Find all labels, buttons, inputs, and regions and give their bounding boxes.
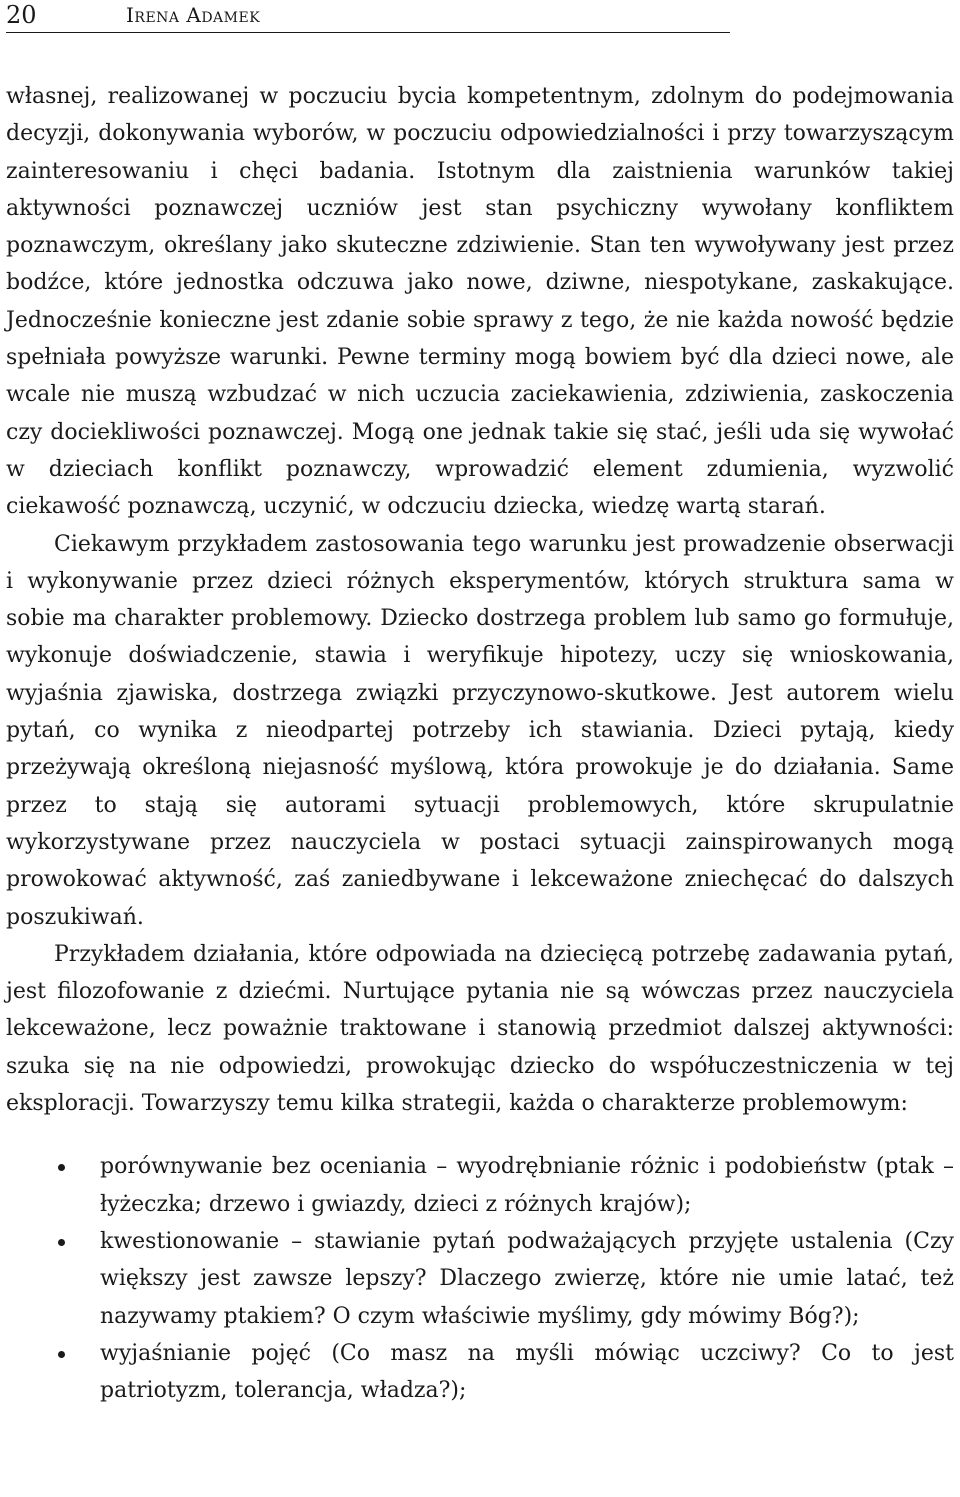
header-rule xyxy=(6,32,730,33)
paragraph-3: Przykładem działania, które odpowiada na dziecięcą potrzebę zadawania pytań, jest filozofowanie z dziećmi. Nurtujące pytania nie są wówczas przez nauczyciela lekceważone, lecz poważnie traktowane i stanowią przedmiot dalszej aktywności: szuka się na nie odpowiedzi, prowokując dziecko do współuczestniczenia w tej eksploracji. Towarzyszy temu kilka strategii, każda o charakterze problemowym: xyxy=(6,941,954,1117)
list-item xyxy=(6,1148,954,1223)
bullet-icon xyxy=(58,1239,65,1246)
page-number: 20 xyxy=(6,1,37,29)
list-item xyxy=(6,1335,954,1410)
strategy-list xyxy=(6,1148,954,1409)
bullet-icon xyxy=(58,1164,65,1171)
body-text xyxy=(6,78,954,1409)
paragraph-2: Ciekawym przykładem zastosowania tego warunku jest prowadzenie obserwacji i wykonywanie przez dzieci różnych eksperymentów, których struktura sama w sobie ma charakter problemowy. Dziecko dostrzega problem lub samo go formułuje, wykonuje doświadczenie, stawia i weryfikuje hipotezy, uczy się wnioskowania, wyjaśnia zjawiska, dostrzega związki przyczynowo-skutkowe. Jest autorem wielu pytań, co wynika z nieodpartej potrzeby ich stawiania. Dzieci pytają, kiedy przeżywają określoną niejasność myślową, która prowokuje je do działania. Same przez to stają się autorami sytuacji problemowych, które skrupulatnie wykorzystywane przez nauczyciela w postaci sytuacji zainspirowanych mogą prowokować aktywność, zaś zaniedbywane i lekceważone zniechęcać do dalszych poszukiwań. xyxy=(6,531,954,930)
running-head-author: Irena Adamek xyxy=(126,3,261,27)
list-item-text: kwestionowanie – stawianie pytań podważających przyjęte ustalenia (Czy większy jest zawsze lepszy? Dlaczego zwierzę, które nie umie latać, też nazywamy ptakiem? O czym właściwie myślimy, gdy mówimy Bóg?); xyxy=(100,1228,954,1329)
list-item-text: wyjaśnianie pojęć (Co masz na myśli mówiąc uczciwy? Co to jest patriotyzm, tolerancja, władza?); xyxy=(100,1340,954,1404)
list-item-text: porównywanie bez oceniania – wyodrębnianie różnic i podobieństw (ptak – łyżeczka; drzewo i gwiazdy, dzieci z różnych krajów); xyxy=(100,1154,954,1217)
running-header xyxy=(6,0,730,36)
paragraph-1: własnej, realizowanej w poczuciu bycia kompetentnym, zdolnym do podejmowania decyzji, dokonywania wyborów, w poczuciu odpowiedzialności i przy towarzyszącym zainteresowaniu i chęci badania. Istotnym dla zaistnienia warunków takiej aktywności poznawczej uczniów jest stan psychiczny wywołany konfliktem poznawczym, określany jako skuteczne zdziwienie. Stan ten wywoływany jest przez bodźce, które jednostka odczuwa jako nowe, dziwne, niespotykane, zaskakujące. Jednocześnie konieczne jest zdanie sobie sprawy z tego, że nie każda nowość będzie spełniała powyższe warunki. Pewne terminy mogą bowiem być dla dzieci nowe, ale wcale nie muszą wzbudzać w nich uczucia zaciekawienia, zdziwienia, zaskoczenia czy dociekliwości poznawczej. Mogą one jednak takie się stać, jeśli uda się wywołać w dzieciach konflikt poznawczy, wprowadzić element zdumienia, wyzwolić ciekawość poznawczą, uczynić, w odczuciu dziecka, wiedzę wartą starań. xyxy=(6,84,954,520)
list-item xyxy=(6,1223,954,1335)
bullet-icon xyxy=(58,1351,65,1358)
